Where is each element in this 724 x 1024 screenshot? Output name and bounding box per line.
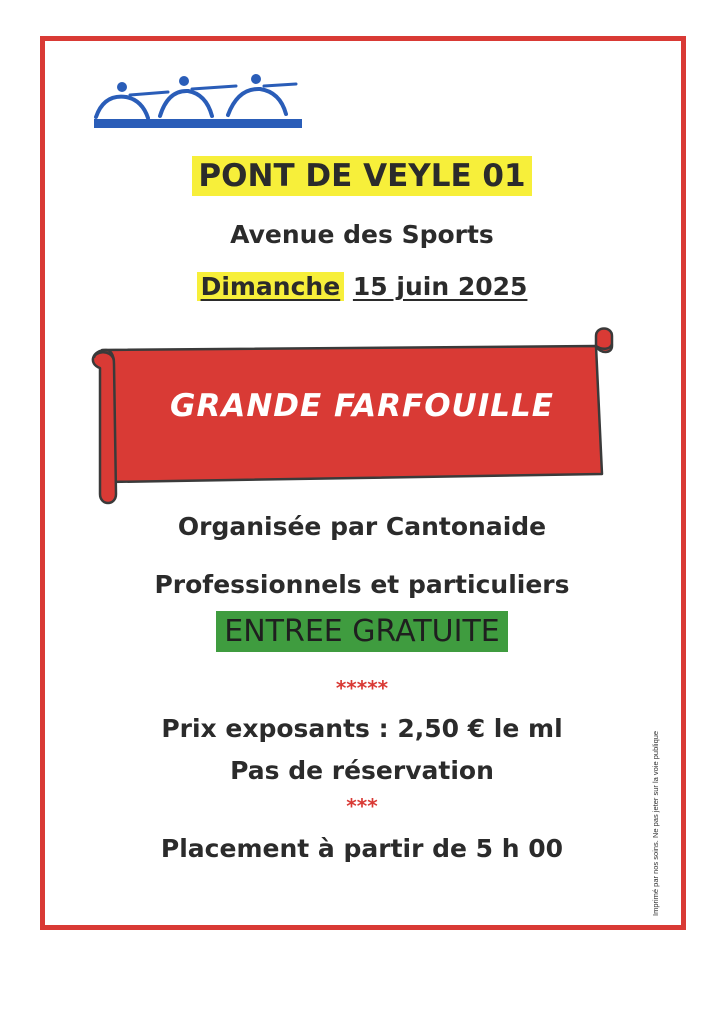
free-entry-highlight: ENTREE GRATUITE [216, 611, 508, 652]
street-address: Avenue des Sports [230, 220, 494, 249]
print-notice: Imprimé par nos soins. Ne pas jeter sur la voie publique [651, 730, 660, 916]
placement-time: Placement à partir de 5 h 00 [160, 834, 564, 863]
town-title [0, 158, 724, 194]
reservation-line: Pas de réservation [230, 756, 494, 785]
audience-line: Professionnels et particuliers [154, 570, 570, 599]
town-highlight: PONT DE VEYLE 01 [192, 156, 531, 196]
free-entry [0, 614, 724, 649]
organizer-line: Organisée par Cantonaide [177, 512, 547, 541]
event-date [0, 272, 724, 301]
separator-stars-2: *** [346, 794, 378, 818]
date-day: Dimanche [197, 272, 345, 301]
date-rest: 15 juin 2025 [352, 272, 528, 301]
three-rowers-logo-icon [90, 70, 305, 132]
separator-stars-1: ***** [335, 676, 389, 700]
banner-title: GRANDE FARFOUILLE [170, 388, 554, 424]
exhibitor-price: Prix exposants : 2,50 € le ml [161, 714, 563, 743]
